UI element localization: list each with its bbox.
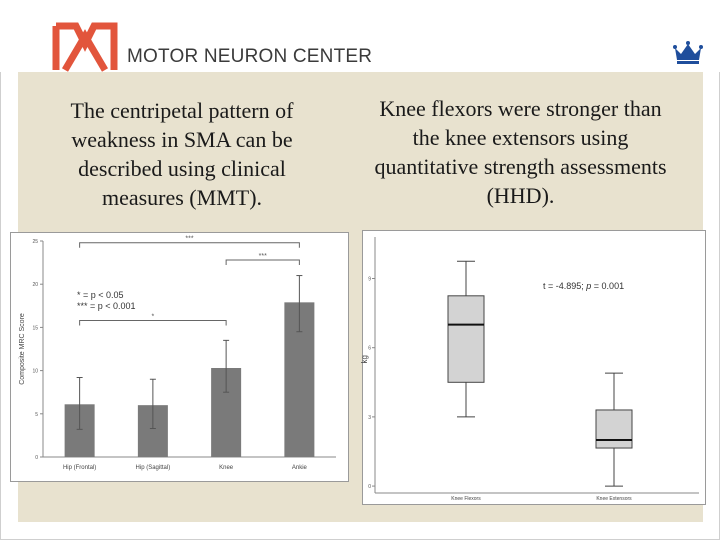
caption-hhd: Knee flexors were stronger than the knee extensors using quantitative strength assessments (HHD). [374,96,667,208]
caption-mmt: The centripetal pattern of weakness in SMA can be described using clinical measures (MMT). [70,98,294,210]
significance-bracket [226,260,299,265]
y-tick-label: 10 [32,368,38,375]
x-tick-label: Knee Extensors [596,496,632,502]
legend-entry: *** = p < 0.001 [77,301,136,311]
y-tick-label: 15 [32,325,38,332]
header [0,0,720,72]
y-tick-label: 0 [368,484,371,491]
y-axis-label: Composite MRC Score [19,313,26,385]
logo-text: MOTOR NEURON CENTER [127,46,373,67]
x-tick-label: Knee [219,465,234,471]
y-tick-label: 25 [32,239,38,245]
y-tick-label: 20 [32,282,38,289]
hhd-box-plot-panel [362,230,706,505]
test-statistic-annotation: t = -4.895; p = 0.001 [543,281,625,291]
significance-bracket [80,243,300,248]
significance-label: *** [185,235,194,243]
x-tick-label: Ankie [291,465,307,471]
x-tick-label: Hip (Frontal) [62,465,97,471]
y-tick-label: 6 [368,345,371,352]
box [448,296,484,382]
mmt-bar-chart [11,233,348,481]
x-tick-label: Hip (Sagittal) [135,465,171,471]
y-axis-label: kg [360,355,369,364]
significance-label: * [151,313,155,321]
crown-icon [672,40,704,66]
y-tick-label: 0 [35,455,38,461]
hhd-box-plot [360,231,705,504]
x-tick-label: Knee Flexors [451,496,481,502]
significance-bracket [80,320,227,325]
y-tick-label: 3 [368,414,371,421]
significance-label: *** [258,253,267,261]
y-tick-label: 5 [35,411,38,418]
legend-entry: * = p < 0.05 [77,290,124,300]
box [596,410,632,448]
mmt-bar-chart-panel [10,232,349,482]
y-tick-label: 9 [368,276,371,283]
motor-neuron-logo-icon [50,22,120,72]
